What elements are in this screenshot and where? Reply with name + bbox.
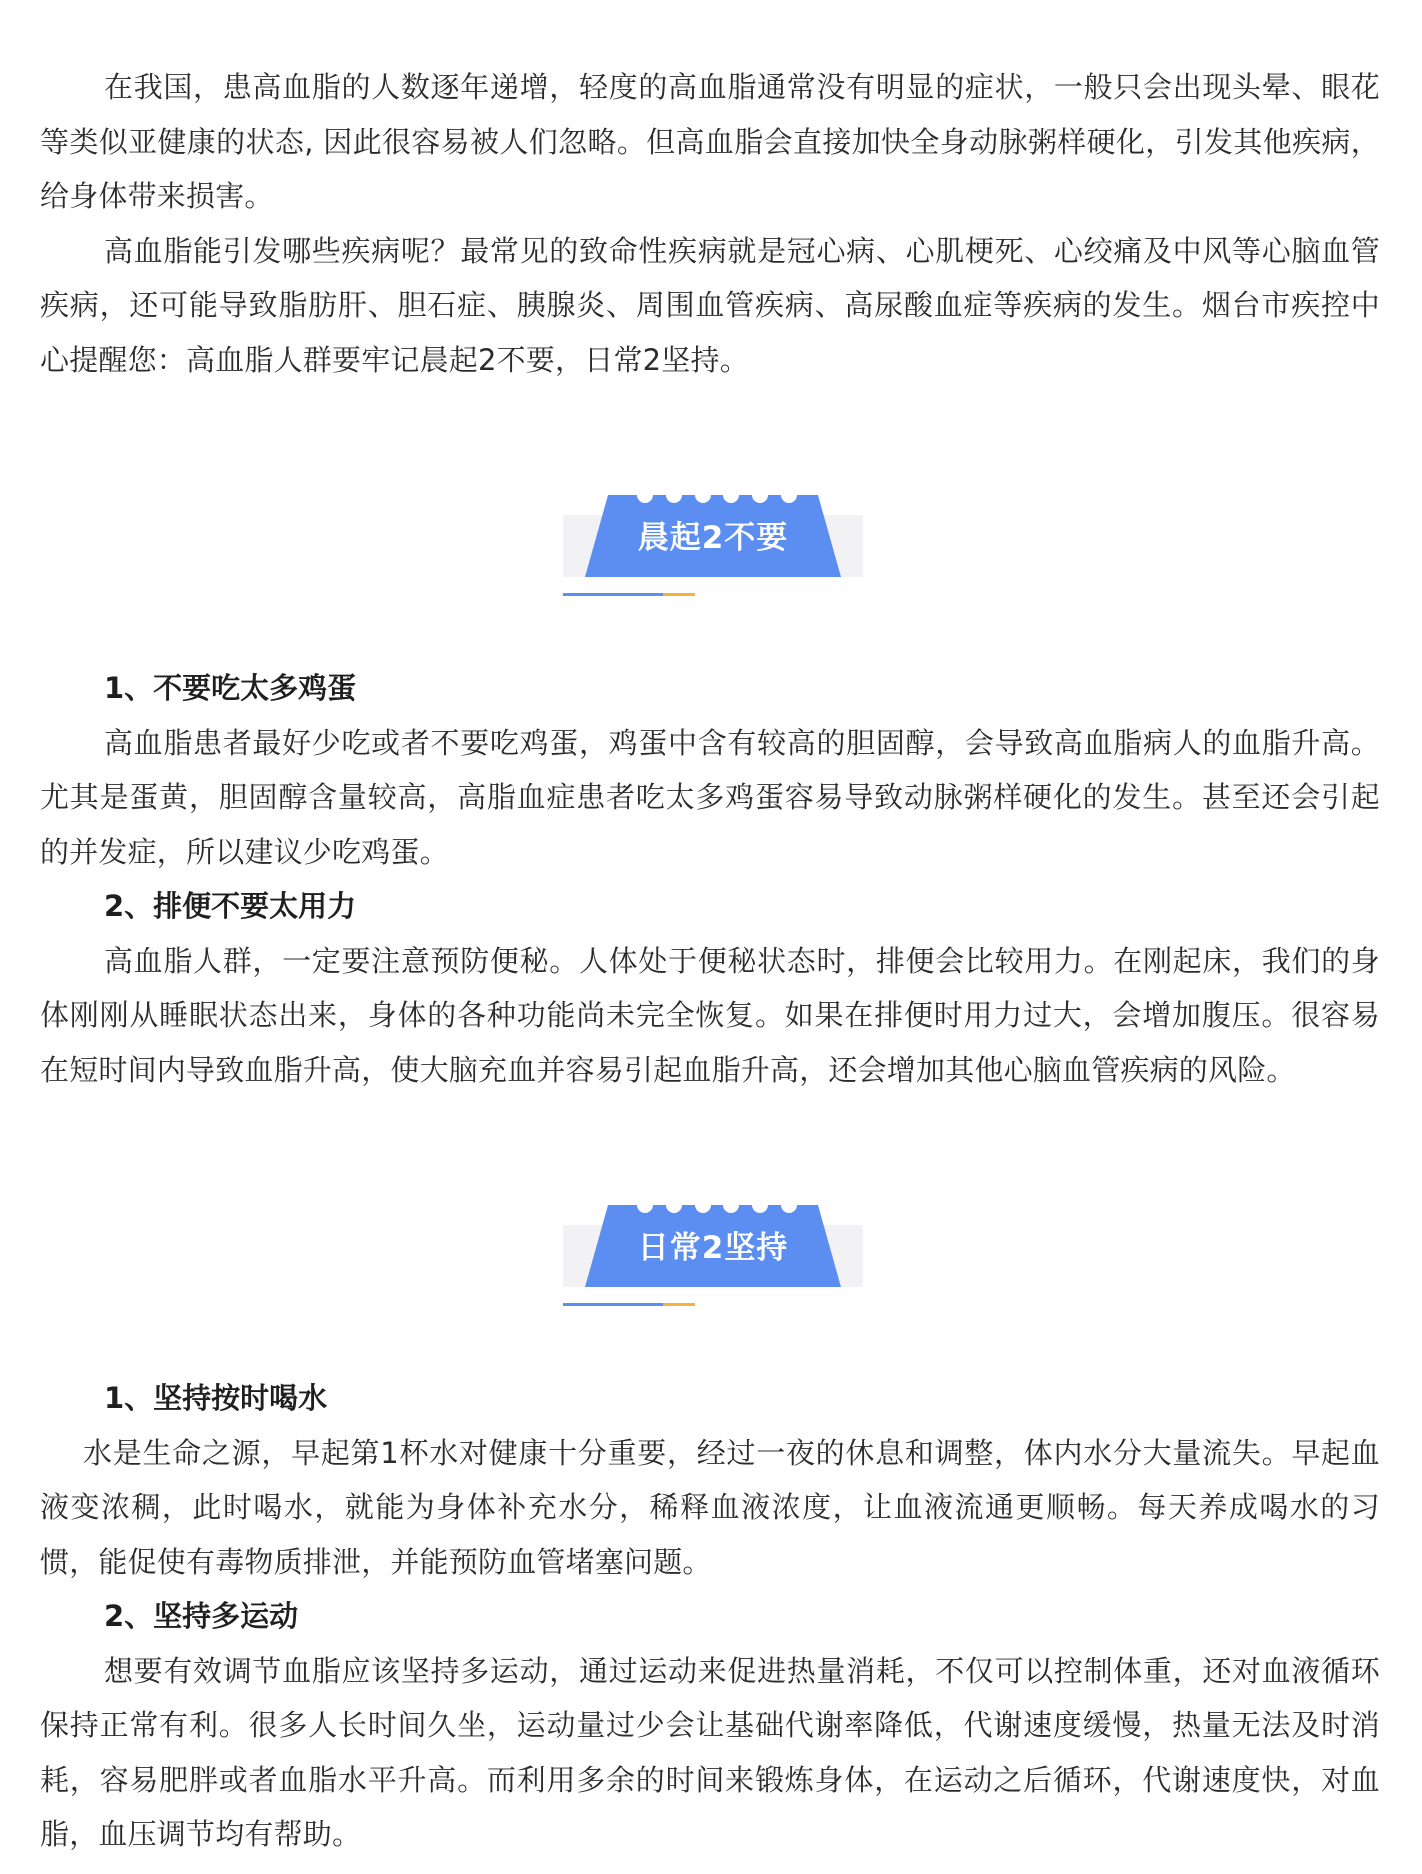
banner-underline-blue — [563, 1303, 663, 1306]
section-paragraph: 水是生命之源，早起第1杯水对健康十分重要，经过一夜的休息和调整，体内水分大量流失。早起血液变浓稠，此时喝水，就能为身体补充水分，稀释血液浓度，让血液流通更顺畅。每天养成喝水的习惯，能促使有毒物质排泄，并能预防血管堵塞问题。 — [40, 1435, 1380, 1579]
section-heading: 2、排便不要太用力 — [104, 889, 357, 923]
intro-paragraph-2: 高血脂能引发哪些疾病呢？最常见的致命性疾病就是冠心病、心肌梗死、心绞痛及中风等心脑血管疾病，还可能导致脂肪肝、胆石症、胰腺炎、周围血管疾病、高尿酸血症等疾病的发生。烟台市疾控中心提醒您：高血脂人群要牢记晨起2不要，日常2坚持。 — [40, 233, 1380, 377]
section-heading: 1、不要吃太多鸡蛋 — [104, 671, 357, 705]
article — [40, 60, 1380, 1862]
banner-underline-blue — [563, 593, 663, 596]
intro-paragraph-1: 在我国，患高血脂的人数逐年递增，轻度的高血脂通常没有明显的症状，一般只会出现头晕、眼花等类似亚健康的状态, 因此很容易被人们忽略。但高血脂会直接加快全身动脉粥样硬化，引发其他疾病，给身体带来损害。 — [40, 70, 1380, 213]
banner-underline-gold — [663, 1303, 695, 1306]
section-heading: 1、坚持按时喝水 — [104, 1381, 328, 1415]
banner-title: 日常2坚持 — [637, 1230, 789, 1266]
section-paragraph: 想要有效调节血脂应该坚持多运动，通过运动来促进热量消耗，不仅可以控制体重，还对血液循环保持正常有利。很多人长时间久坐，运动量过少会让基础代谢率降低，代谢速度缓慢，热量无法及时消耗，容易肥胖或者血脂水平升高。而利用多余的时间来锻炼身体，在运动之后循环，代谢速度快，对血脂，血压调节均有帮助。 — [40, 1653, 1380, 1851]
banner-title: 晨起2不要 — [637, 520, 789, 556]
section-heading: 2、坚持多运动 — [104, 1599, 299, 1633]
banner-underline-gold — [663, 593, 695, 596]
section-paragraph: 高血脂患者最好少吃或者不要吃鸡蛋，鸡蛋中含有较高的胆固醇，会导致高血脂病人的血脂升高。尤其是蛋黄，胆固醇含量较高，高脂血症患者吃太多鸡蛋容易导致动脉粥样硬化的发生。甚至还会引起的并发症，所以建议少吃鸡蛋。 — [40, 725, 1380, 869]
section-paragraph: 高血脂人群，一定要注意预防便秘。人体处于便秘状态时，排便会比较用力。在刚起床，我们的身体刚刚从睡眠状态出来，身体的各种功能尚未完全恢复。如果在排便时用力过大，会增加腹压。很容易在短时间内导致血脂升高，使大脑充血并容易引起血脂升高，还会增加其他心脑血管疾病的风险。 — [40, 943, 1380, 1087]
